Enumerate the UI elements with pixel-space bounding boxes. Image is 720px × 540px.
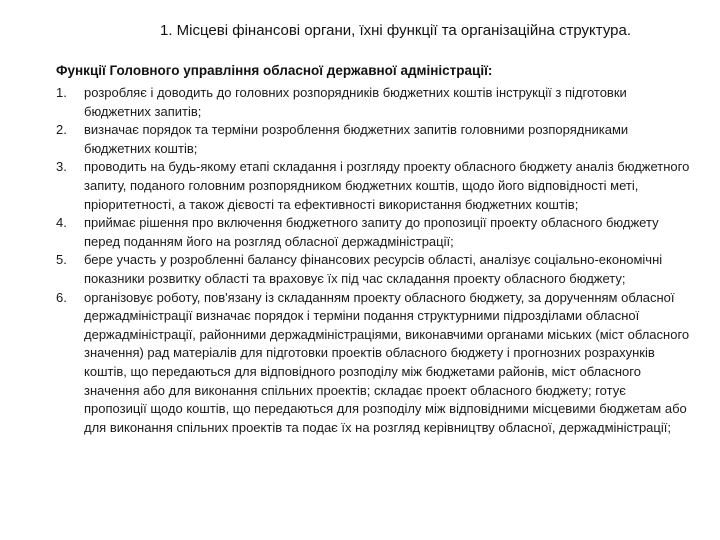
list-item bbox=[56, 121, 692, 158]
list-item bbox=[56, 251, 692, 288]
item-number: 5. bbox=[56, 252, 67, 268]
item-number: 3. bbox=[56, 159, 67, 175]
functions-list bbox=[56, 84, 692, 437]
item-text: розробляє і доводить до головних розпорядників бюджетних коштів інструкції з підготовки бюджетних запитів; bbox=[84, 85, 627, 119]
item-number: 6. bbox=[56, 289, 67, 305]
item-text: організовує роботу, пов'язану із складанням проекту обласного бюджету, за дорученням обласної держадміністрації визначає порядок і терміни подання структурними підрозділами обласної держадміністрації, районними держадміністраціями, виконавчими органами міських (міст обласного значення) рад матеріалів для підготовки проектів обласного бюджету і прогнозних розрахунків коштів, що передаються для відповідного розподілу між бюджетами районів, міст обласного значення або для виконання спільних проектів; складає проект обласного бюджету; готує пропозиції щодо коштів, що передаються для розподілу між відповідними місцевими бюджетам або для виконання спільних проектів та подає їх на розгляд керівництву обласної, держадміністрації; bbox=[84, 289, 690, 435]
item-text: приймає рішення про включення бюджетного запиту до пропозиції проекту обласного бюджету перед поданням його на розгляд обласної держадміністрації; bbox=[84, 215, 659, 249]
item-number: 1. bbox=[56, 85, 67, 100]
list-item bbox=[56, 84, 692, 121]
item-text: визначає порядок та терміни розроблення бюджетних запитів головними розпорядниками бюджетних коштів; bbox=[84, 122, 629, 156]
section-heading: Функції Головного управління обласної державної адміністрації: bbox=[56, 63, 493, 78]
item-number: 2. bbox=[56, 122, 67, 138]
list-item bbox=[56, 158, 692, 214]
slide-title: 1. Місцеві фінансові органи, їхні функції та організаційна структура. bbox=[160, 22, 632, 39]
item-number: 4. bbox=[56, 215, 67, 231]
list-item bbox=[56, 289, 692, 438]
list-item bbox=[56, 214, 692, 251]
item-text: бере участь у розробленні балансу фінансових ресурсів області, аналізує соціально-економічні показники розвитку області та враховує їх під час складання проекту обласного бюджету; bbox=[84, 252, 663, 286]
item-text: проводить на будь-якому етапі складання і розгляду проекту обласного бюджету аналіз бюджетного запиту, поданого головним розпорядником бюджетних коштів, щодо його відповідності меті, пріоритетності, а також дієвості та ефективності використання бюджетних коштів; bbox=[84, 159, 690, 212]
